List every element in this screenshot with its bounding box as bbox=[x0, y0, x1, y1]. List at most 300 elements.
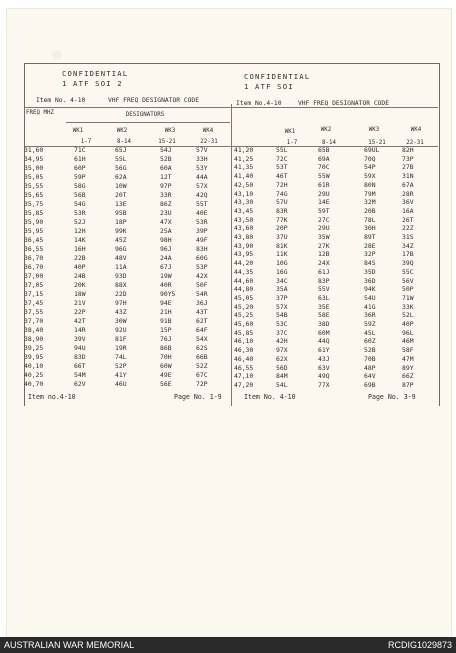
frequency-cell: 37,55 bbox=[24, 308, 44, 316]
designator-cell: 96G bbox=[115, 245, 127, 253]
designator-cell: 17B bbox=[402, 250, 414, 259]
designator-cell: 57U bbox=[276, 198, 288, 207]
archive-name: AUSTRALIAN WAR MEMORIAL bbox=[4, 640, 135, 650]
designator-cell: 47M bbox=[402, 354, 414, 363]
designator-cell: 71W bbox=[402, 293, 414, 302]
left-unit: 1 ATF SOI 2 bbox=[62, 79, 123, 88]
right-item-number: Item No.4-10 bbox=[236, 100, 282, 107]
designator-cell: 10G bbox=[276, 259, 288, 268]
designator-cell: 47X bbox=[160, 218, 172, 226]
table-row bbox=[232, 355, 438, 364]
frequency-cell: 45,20 bbox=[234, 302, 254, 311]
designator-cell: 69B bbox=[364, 380, 376, 389]
right-days-3: 15-21 bbox=[368, 140, 386, 146]
designator-cell: 42Q bbox=[196, 191, 208, 199]
designator-cell: 65B bbox=[318, 146, 330, 154]
designator-cell: 64F bbox=[196, 326, 208, 334]
frequency-cell: 36,55 bbox=[24, 245, 44, 253]
designator-cell: 54X bbox=[196, 335, 208, 343]
table-row bbox=[232, 346, 438, 355]
designator-cell: 33H bbox=[196, 155, 208, 163]
designator-cell: 12T bbox=[160, 173, 172, 181]
designator-cell: 72P bbox=[196, 380, 208, 388]
left-item-number: Item No. 4-10 bbox=[36, 97, 86, 104]
designator-cell: 58E bbox=[318, 311, 330, 320]
table-row bbox=[232, 216, 438, 225]
table-row bbox=[22, 227, 228, 236]
table-row bbox=[232, 224, 438, 233]
table-row bbox=[22, 200, 228, 209]
designator-cell: 22Z bbox=[402, 224, 414, 233]
left-days-2: 8-14 bbox=[117, 139, 131, 145]
designator-cell: 11K bbox=[276, 250, 288, 259]
designator-cell: 86B bbox=[160, 344, 172, 352]
designator-cell: 86Z bbox=[160, 200, 172, 208]
designator-cell: 54R bbox=[196, 290, 208, 298]
designator-cell: 76J bbox=[160, 335, 172, 343]
table-row bbox=[22, 335, 228, 344]
designator-cell: 14R bbox=[74, 326, 86, 334]
designator-cell: 24B bbox=[74, 272, 86, 280]
left-code-title: VHF FREQ DESIGNATOR CODE bbox=[108, 97, 199, 104]
designator-cell: 64V bbox=[364, 372, 376, 381]
designator-cell: 28R bbox=[402, 189, 414, 198]
designator-cell: 52B bbox=[160, 155, 172, 163]
designator-cell: 58F bbox=[402, 346, 414, 355]
table-row bbox=[22, 317, 228, 326]
designator-cell: 69A bbox=[318, 154, 330, 163]
designator-cell: 65J bbox=[115, 146, 127, 154]
table-row bbox=[232, 311, 438, 320]
designator-cell: 69UL bbox=[364, 146, 380, 154]
table-row bbox=[232, 329, 438, 338]
designator-cell: 29U bbox=[318, 189, 330, 198]
frequency-cell: 40,70 bbox=[24, 380, 44, 388]
designator-cell: 45Z bbox=[115, 236, 127, 244]
table-row bbox=[232, 259, 438, 268]
designator-cell: 30H bbox=[364, 224, 376, 233]
designator-cell: 57V bbox=[196, 146, 208, 154]
designator-cell: 94E bbox=[160, 299, 172, 307]
designator-cell: 94U bbox=[74, 344, 86, 352]
frequency-cell: 40,10 bbox=[24, 362, 44, 370]
designator-cell: 62A bbox=[115, 173, 127, 181]
designator-cell: 12B bbox=[318, 250, 330, 259]
designator-cell: 87P bbox=[402, 380, 414, 389]
left-wk4: WK4 bbox=[202, 128, 214, 134]
table-row bbox=[232, 250, 438, 259]
designator-cell: 53C bbox=[276, 320, 288, 328]
frequency-cell: 41,40 bbox=[234, 172, 254, 181]
designator-cell: 84S bbox=[364, 259, 376, 268]
designator-cell: 99K bbox=[115, 227, 127, 235]
designator-cell: 91B bbox=[160, 317, 172, 325]
frequency-cell: 43,30 bbox=[234, 198, 254, 207]
designator-cell: 24X bbox=[318, 259, 330, 268]
designator-cell: 36D bbox=[364, 276, 376, 285]
designator-cell: 19W bbox=[160, 272, 172, 280]
archive-footer-bar bbox=[0, 637, 456, 653]
designator-cell: 10W bbox=[115, 182, 127, 190]
left-wk2: WK2 bbox=[116, 128, 128, 134]
table-row bbox=[232, 285, 438, 294]
right-unit: 1 ATF SOI bbox=[244, 82, 294, 91]
right-code-title: VHF FREQ DESIGNATOR CODE bbox=[298, 100, 389, 107]
designator-cell: 97X bbox=[276, 346, 288, 355]
designator-cell: 63L bbox=[318, 293, 330, 302]
designator-cell: 52Z bbox=[196, 362, 208, 370]
designator-cell: 83D bbox=[74, 353, 86, 361]
designator-cell: 60P bbox=[74, 164, 86, 172]
frequency-cell: 36,70 bbox=[24, 263, 44, 271]
designator-cell: 52P bbox=[115, 362, 127, 370]
designator-cell: 53R bbox=[196, 218, 208, 226]
table-row bbox=[232, 303, 438, 312]
designator-cell: 53T bbox=[276, 163, 288, 172]
frequency-cell: 34,95 bbox=[24, 155, 44, 163]
designator-cell: 46U bbox=[115, 380, 127, 388]
designator-cell: 98H bbox=[160, 236, 172, 244]
designator-cell: 49F bbox=[196, 236, 208, 244]
designator-cell: 14K bbox=[74, 236, 86, 244]
designator-cell: 36R bbox=[364, 311, 376, 320]
designator-cell: 54L bbox=[276, 380, 288, 389]
designator-cell: 96L bbox=[402, 328, 414, 337]
frequency-cell: 38,40 bbox=[24, 326, 44, 334]
table-row bbox=[22, 380, 228, 389]
designator-cell: 55L bbox=[115, 155, 127, 163]
left-classification: CONFIDENTIAL bbox=[62, 69, 129, 78]
designator-cell: 60Z bbox=[364, 337, 376, 346]
designator-cell: 70B bbox=[364, 354, 376, 363]
designator-cell: 42X bbox=[196, 272, 208, 280]
designator-cell: 66Z bbox=[402, 372, 414, 381]
frequency-cell: 41,35 bbox=[234, 163, 254, 172]
designator-cell: 54P bbox=[364, 163, 376, 172]
right-wk3: WK3 bbox=[368, 127, 380, 133]
table-row bbox=[232, 155, 438, 164]
designator-cell: 61Y bbox=[318, 346, 330, 355]
designator-cell: 12H bbox=[74, 227, 86, 235]
designator-cell: 44Q bbox=[318, 337, 330, 346]
designator-cell: 36J bbox=[196, 299, 208, 307]
table-row bbox=[232, 181, 438, 190]
designator-cell: 59Z bbox=[364, 320, 376, 328]
frequency-cell: 37,70 bbox=[24, 317, 44, 325]
right-days-1: 1-7 bbox=[286, 140, 298, 146]
designator-cell: 66B bbox=[196, 353, 208, 361]
designator-cell: 62X bbox=[276, 354, 288, 363]
designator-cell: 90Y5 bbox=[160, 290, 176, 298]
designator-cell: 20T bbox=[115, 191, 127, 199]
designator-cell: 83H bbox=[196, 245, 208, 253]
designator-cell: 88X bbox=[115, 281, 127, 289]
table-row bbox=[22, 371, 228, 380]
designator-cell: 73P bbox=[402, 154, 414, 163]
designator-cell: 61H bbox=[74, 155, 86, 163]
frequency-cell: 44,60 bbox=[234, 276, 254, 285]
designator-cell: 15P bbox=[160, 326, 172, 334]
designator-cell: 40P bbox=[402, 320, 414, 328]
table-row bbox=[22, 344, 228, 353]
designator-cell: 58G bbox=[74, 182, 86, 190]
designator-cell: 83R bbox=[276, 206, 288, 215]
right-footer-item: Item No. 4-10 bbox=[244, 393, 296, 401]
designator-cell: 22P bbox=[74, 308, 86, 316]
designator-cell: 59X bbox=[364, 172, 376, 181]
frequency-cell: 43,60 bbox=[234, 224, 254, 233]
designator-cell: 55L bbox=[276, 146, 288, 154]
designator-cell: 14E bbox=[318, 198, 330, 207]
left-days-3: 15-21 bbox=[158, 139, 176, 145]
frequency-cell: 35,55 bbox=[24, 182, 44, 190]
table-row bbox=[232, 294, 438, 303]
designator-cell: 97H bbox=[115, 299, 127, 307]
designator-cell: 27C bbox=[318, 215, 330, 224]
designator-cell: 42H bbox=[276, 337, 288, 346]
frequency-cell: 42,50 bbox=[234, 180, 254, 189]
frequency-cell: 40,25 bbox=[24, 371, 44, 379]
designator-cell: 53R bbox=[74, 209, 86, 217]
designator-cell: 16H bbox=[74, 245, 86, 253]
designator-cell: 35D bbox=[364, 267, 376, 276]
table-row bbox=[22, 218, 228, 227]
designator-cell: 43J bbox=[318, 354, 330, 363]
designator-cell: 72C bbox=[276, 154, 288, 163]
table-row bbox=[22, 281, 228, 290]
designator-cell: 52B bbox=[364, 346, 376, 355]
frequency-cell: 45,85 bbox=[234, 328, 254, 337]
designator-cell: 53Y bbox=[196, 164, 208, 172]
left-wk1: WK1 bbox=[72, 128, 84, 134]
designator-cell: 20K bbox=[74, 281, 86, 289]
designator-cell: 60W bbox=[160, 362, 172, 370]
left-footer-page: Page No. 1-9 bbox=[174, 393, 222, 401]
frequency-cell: 43,80 bbox=[234, 233, 254, 241]
frequency-cell: 44,35 bbox=[234, 267, 254, 276]
designator-cell: 52L bbox=[402, 311, 414, 320]
designator-cell: 71C bbox=[74, 146, 86, 154]
designator-cell: 21H bbox=[160, 308, 172, 316]
table-row bbox=[22, 326, 228, 335]
table-row bbox=[22, 245, 228, 254]
designator-cell: 79M bbox=[364, 189, 376, 198]
designator-cell: 61R bbox=[318, 180, 330, 189]
frequency-cell: 41,25 bbox=[234, 154, 254, 163]
designator-cell: 60M bbox=[318, 328, 330, 337]
right-wk1: WK1 bbox=[284, 129, 296, 135]
designator-cell: 29U bbox=[318, 224, 330, 233]
frequency-cell: 36,70 bbox=[24, 254, 44, 262]
designator-cell: 48P bbox=[364, 363, 376, 372]
frequency-cell: 47,10 bbox=[234, 372, 254, 381]
table-row bbox=[22, 164, 228, 173]
table-row bbox=[22, 209, 228, 218]
designator-cell: 97P bbox=[160, 182, 172, 190]
designator-cell: 16A bbox=[402, 206, 414, 215]
designator-cell: 18W bbox=[74, 290, 86, 298]
designator-cell: 33R bbox=[160, 191, 172, 199]
table-row bbox=[22, 299, 228, 308]
table-row bbox=[22, 155, 228, 164]
designator-cell: 39Q bbox=[402, 259, 414, 268]
designator-cell: 25A bbox=[160, 227, 172, 235]
designator-cell: 66T bbox=[74, 362, 86, 370]
designator-cell: 83P bbox=[318, 276, 330, 285]
designator-cell: 92U bbox=[115, 326, 127, 334]
table-row bbox=[22, 272, 228, 281]
designator-cell: 22B bbox=[74, 254, 86, 262]
designator-cell: 50F bbox=[196, 281, 208, 289]
designator-cell: 11A bbox=[115, 263, 127, 271]
designator-cell: 22D bbox=[115, 290, 127, 298]
designator-cell: 57X bbox=[276, 302, 288, 311]
designator-cell: 59T bbox=[318, 206, 330, 215]
designator-cell: 77K bbox=[276, 215, 288, 224]
designator-cell: 82H bbox=[402, 146, 414, 154]
designator-cell: 40R bbox=[160, 281, 172, 289]
right-days-2: 8-14 bbox=[322, 140, 336, 146]
designator-cell: 24A bbox=[160, 254, 172, 262]
designator-cell: 31S bbox=[402, 233, 414, 241]
frequency-cell: 36,45 bbox=[24, 236, 44, 244]
designator-cell: 49E bbox=[160, 371, 172, 379]
designator-cell: 61J bbox=[318, 267, 330, 276]
designator-cell: 36V bbox=[402, 198, 414, 207]
table-row bbox=[232, 381, 438, 390]
frequency-cell: 39,25 bbox=[24, 344, 44, 352]
designator-cell: 35E bbox=[318, 302, 330, 311]
table-row bbox=[232, 337, 438, 346]
designator-cell: 54B bbox=[276, 311, 288, 320]
table-row bbox=[22, 191, 228, 200]
frequency-cell: 39,95 bbox=[24, 353, 44, 361]
designator-cell: 53P bbox=[196, 263, 208, 271]
designator-cell: 34C bbox=[276, 276, 288, 285]
right-footer-page: Page No. 3-9 bbox=[368, 393, 416, 401]
designator-cell: 32P bbox=[364, 250, 376, 259]
frequency-cell: 37,00 bbox=[24, 272, 44, 280]
designator-cell: 30W bbox=[115, 317, 127, 325]
frequency-cell: 43,95 bbox=[234, 250, 254, 259]
designator-cell: 43Z bbox=[115, 308, 127, 316]
designator-cell: 54G bbox=[74, 200, 86, 208]
designator-cell: 62V bbox=[74, 380, 86, 388]
designator-cell: 54U bbox=[364, 293, 376, 302]
designator-cell: 43T bbox=[196, 308, 208, 316]
designator-cell: 67C bbox=[196, 371, 208, 379]
designator-cell: 20B bbox=[364, 206, 376, 215]
designator-cell: 94K bbox=[364, 285, 376, 294]
punch-hole bbox=[52, 50, 62, 60]
designator-cell: 55T bbox=[196, 200, 208, 208]
designator-cell: 62S bbox=[196, 344, 208, 352]
designator-cell: 40P bbox=[74, 263, 86, 271]
archive-reference: RCDIG1029873 bbox=[387, 640, 452, 650]
frequency-cell: 35,65 bbox=[24, 191, 44, 199]
designators-rule bbox=[66, 122, 230, 123]
designator-cell: 62T bbox=[196, 317, 208, 325]
table-row bbox=[22, 290, 228, 299]
designator-cell: 33K bbox=[402, 302, 414, 311]
designator-cell: 20P bbox=[276, 224, 288, 233]
designator-cell: 52J bbox=[74, 218, 86, 226]
designator-cell: 54J bbox=[160, 146, 172, 154]
designator-cell: 44A bbox=[196, 173, 208, 181]
designator-cell: 56D bbox=[276, 363, 288, 372]
header-rule bbox=[24, 107, 438, 108]
designator-cell: 50P bbox=[402, 285, 414, 294]
designator-cell: 27B bbox=[402, 163, 414, 172]
frequency-cell: 43,45 bbox=[234, 206, 254, 215]
frequency-cell: 41,20 bbox=[234, 146, 254, 154]
designator-cell: 42T bbox=[74, 317, 86, 325]
table-row bbox=[232, 172, 438, 181]
table-row bbox=[22, 236, 228, 245]
designator-cell: 74G bbox=[276, 189, 288, 198]
designator-cell: 70H bbox=[160, 353, 172, 361]
designator-cell: 41G bbox=[364, 302, 376, 311]
table-row bbox=[232, 364, 438, 373]
right-classification: CONFIDENTIAL bbox=[244, 72, 311, 81]
frequency-cell: 35,85 bbox=[24, 209, 44, 217]
designator-cell: 45L bbox=[364, 328, 376, 337]
table-row bbox=[22, 263, 228, 272]
frequency-cell: 43,50 bbox=[234, 215, 254, 224]
designator-cell: 95B bbox=[115, 209, 127, 217]
designator-cell: 93D bbox=[115, 272, 127, 280]
designator-cell: 19R bbox=[115, 344, 127, 352]
left-freq-header: FREQ MHZ bbox=[26, 110, 54, 116]
frequency-cell: 37,05 bbox=[24, 281, 44, 289]
designator-cell: 26T bbox=[402, 215, 414, 224]
frequency-cell: 35,05 bbox=[24, 173, 44, 181]
designator-cell: 46T bbox=[276, 172, 288, 181]
designator-cell: 67J bbox=[160, 263, 172, 271]
designator-cell: 67A bbox=[402, 180, 414, 189]
table-row bbox=[22, 173, 228, 182]
table-row bbox=[232, 198, 438, 207]
designator-cell: 96J bbox=[160, 245, 172, 253]
left-days-1: 1-7 bbox=[80, 139, 92, 145]
table-row bbox=[232, 277, 438, 286]
designator-cell: 54M bbox=[74, 371, 86, 379]
right-days-4: 22-31 bbox=[406, 140, 424, 146]
frequency-cell: 44,80 bbox=[234, 285, 254, 294]
designator-cell: 72H bbox=[276, 180, 288, 189]
designator-cell: 63V bbox=[318, 363, 330, 372]
designator-cell: 57X bbox=[196, 182, 208, 190]
table-row bbox=[232, 268, 438, 277]
frequency-cell: 43,90 bbox=[234, 241, 254, 250]
designator-cell: 56E bbox=[160, 380, 172, 388]
frequency-cell: 46,40 bbox=[234, 354, 254, 363]
frequency-cell: 43,10 bbox=[234, 189, 254, 198]
frequency-cell: 46,10 bbox=[234, 337, 254, 346]
designator-cell: 49Q bbox=[318, 372, 330, 381]
designator-cell: 34Z bbox=[402, 241, 414, 250]
frequency-cell: 45,25 bbox=[234, 311, 254, 320]
frequency-cell: 46,30 bbox=[234, 346, 254, 355]
right-wk2: WK2 bbox=[320, 127, 332, 133]
table-row bbox=[232, 190, 438, 199]
designator-cell: 23U bbox=[160, 209, 172, 217]
frequency-cell: 44,20 bbox=[234, 259, 254, 268]
designator-cell: 55V bbox=[318, 285, 330, 294]
frequency-cell: 35,75 bbox=[24, 200, 44, 208]
table-row bbox=[232, 163, 438, 172]
designator-cell: 41Y bbox=[115, 371, 127, 379]
